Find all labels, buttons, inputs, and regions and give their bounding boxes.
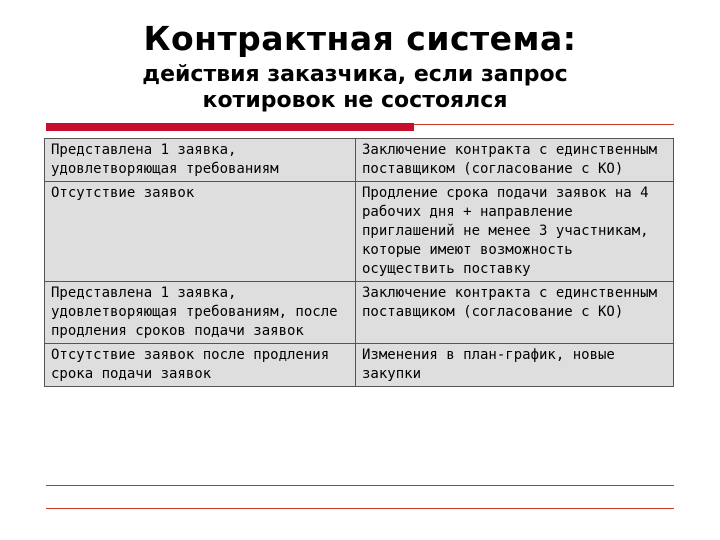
action-cell: Заключение контракта с единственным поставщиком (согласование с КО)	[356, 139, 674, 182]
action-cell: Заключение контракта с единственным поставщиком (согласование с КО)	[356, 282, 674, 344]
bottom-divider-line-2	[46, 508, 674, 509]
subtitle-line-2: котировок не состоялся	[202, 88, 508, 113]
table-row	[45, 344, 674, 387]
table-row	[45, 182, 674, 282]
slide-title: Контрактная система:	[143, 19, 577, 58]
top-accent-bar	[46, 123, 414, 131]
action-cell: Изменения в план-график, новые закупки	[356, 344, 674, 387]
situation-cell: Отсутствие заявок после продления срока подачи заявок	[45, 344, 356, 387]
table-row	[45, 139, 674, 182]
action-cell: Продление срока подачи заявок на 4 рабочих дня + направление приглашений не менее 3 участникам, которые имеют возможность осуществить поставку	[356, 182, 674, 282]
subtitle-line-1: действия заказчика, если запрос	[142, 62, 568, 87]
situation-cell: Отсутствие заявок	[45, 182, 356, 282]
situation-cell: Представлена 1 заявка, удовлетворяющая требованиям, после продления сроков подачи заявок	[45, 282, 356, 344]
situation-cell: Представлена 1 заявка, удовлетворяющая требованиям	[45, 139, 356, 182]
slide-subtitle	[40, 62, 670, 114]
table-row	[45, 282, 674, 344]
actions-table	[44, 138, 674, 387]
bottom-divider-line	[46, 485, 674, 486]
